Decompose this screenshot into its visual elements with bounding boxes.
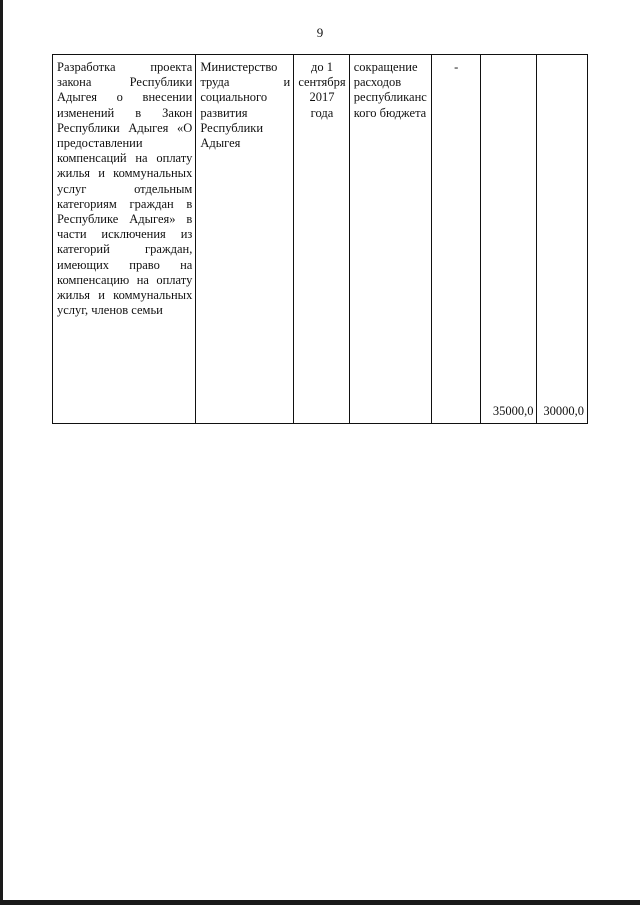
- scan-edge-left: [0, 0, 3, 905]
- executor-cell: Министерство труда и социального развития Республики Адыгея: [196, 55, 294, 424]
- dash-cell: -: [431, 55, 480, 424]
- scan-edge-bottom: [0, 900, 640, 905]
- value-cell-1: 35000,0: [480, 55, 537, 424]
- result-cell: сокращение расходов республиканского бюджета: [349, 55, 431, 424]
- table-row: [53, 55, 588, 424]
- term-cell: до 1 сентября 2017 года: [294, 55, 350, 424]
- measures-table: [52, 54, 588, 424]
- value-cell-2: 30000,0: [537, 55, 588, 424]
- measure-cell: Разработка проекта закона Республики Адыгея о внесении изменений в Закон Республики Адыгея «О предоставлении компенсаций на оплату жилья и коммунальных услуг отдельным категориям граждан в Республике Адыгея» в части исключения из категорий граждан, имеющих право на компенсацию на оплату жилья и коммунальных услуг, членов семьи: [53, 55, 196, 424]
- page-number: 9: [316, 25, 324, 40]
